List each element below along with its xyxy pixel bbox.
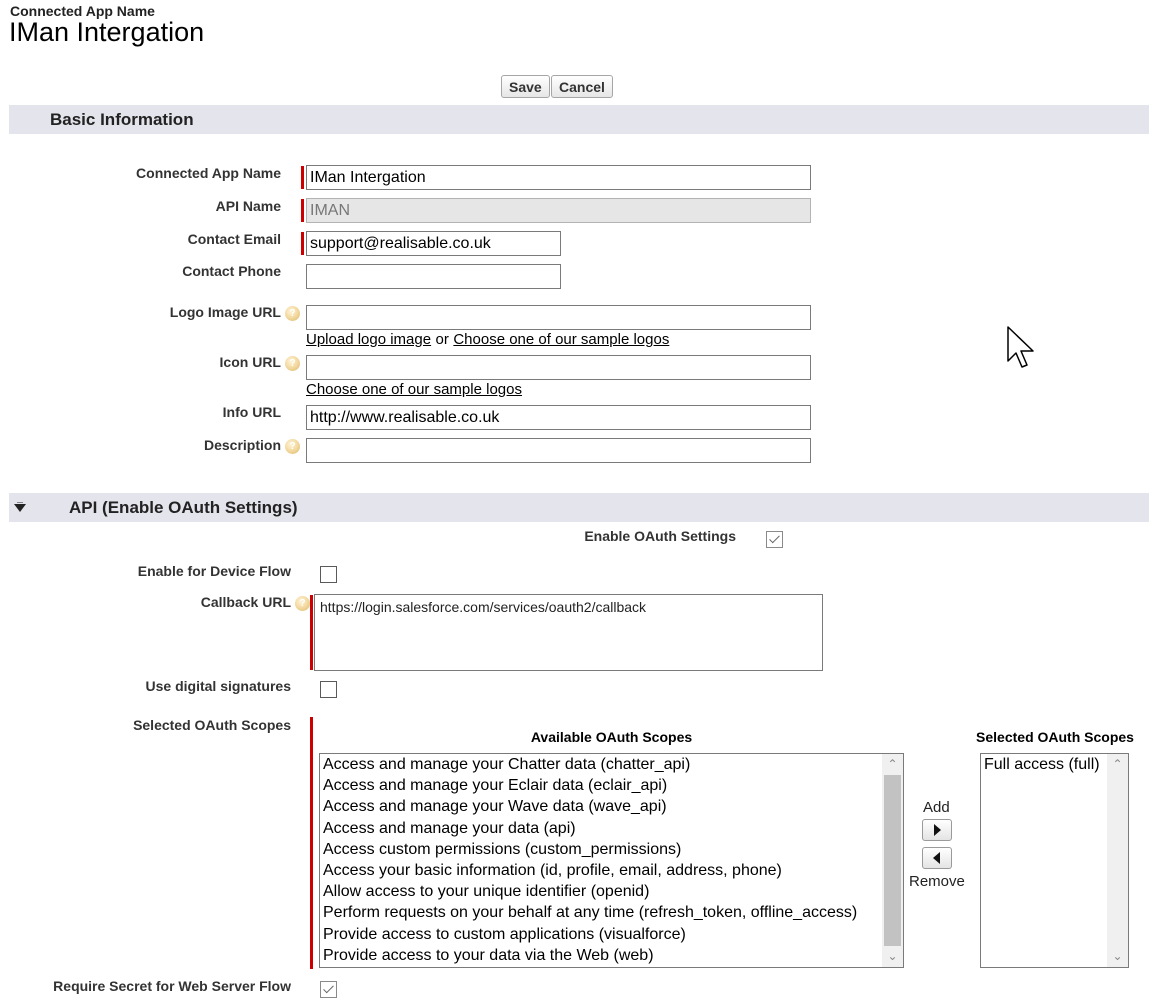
enable-oauth-checkbox[interactable] [766, 531, 783, 548]
api-section-title: API (Enable OAuth Settings) [69, 498, 298, 517]
list-item[interactable]: Access and manage your Eclair data (eclair_api) [323, 777, 668, 795]
selected-scopes-scrollbar[interactable] [1107, 754, 1128, 967]
help-icon[interactable]: ? [285, 306, 300, 321]
list-item[interactable]: Perform requests on your behalf at any time (refresh_token, offline_access) [323, 904, 858, 922]
selected-scopes-listbox[interactable] [980, 753, 1129, 968]
icon-sample-logos-link[interactable]: Choose one of our sample logos [306, 381, 522, 398]
contact-phone-input[interactable] [306, 264, 561, 289]
page-title: IMan Intergation [9, 17, 205, 47]
save-button[interactable]: Save [501, 75, 550, 98]
list-item[interactable]: Access custom permissions (custom_permissions) [323, 840, 682, 858]
require-secret-checkbox[interactable] [320, 981, 337, 998]
cancel-button[interactable]: Cancel [551, 75, 613, 98]
list-item[interactable]: Access and manage your data (api) [323, 819, 576, 837]
icon-url-label: Icon URL [219, 354, 281, 370]
help-icon[interactable]: ? [285, 356, 300, 371]
required-indicator [301, 232, 304, 255]
remove-scope-button[interactable] [922, 847, 952, 869]
api-name-input[interactable] [306, 198, 811, 223]
available-scopes-list [320, 754, 903, 966]
help-icon[interactable]: ? [295, 596, 310, 611]
device-flow-label: Enable for Device Flow [137, 563, 291, 579]
logo-image-url-input[interactable] [306, 305, 811, 330]
list-item[interactable]: Full access (full) [984, 756, 1100, 773]
digital-signatures-label: Use digital signatures [145, 678, 291, 694]
description-input[interactable] [306, 438, 811, 463]
info-url-input[interactable] [306, 405, 811, 430]
add-scope-button[interactable] [922, 819, 952, 841]
logo-image-url-label: Logo Image URL [169, 304, 281, 320]
callback-url-textarea[interactable]: https://login.salesforce.com/services/oauth2/callback [314, 594, 823, 671]
available-scopes-title: Available OAuth Scopes [530, 729, 693, 745]
required-indicator [301, 166, 304, 189]
description-label: Description [203, 437, 281, 453]
connected-app-name-label: Connected App Name [136, 165, 281, 181]
api-section-header[interactable] [9, 493, 1149, 522]
scroll-down-arrow-icon[interactable]: ⌄ [887, 949, 898, 963]
require-secret-label: Require Secret for Web Server Flow [53, 978, 291, 994]
list-item[interactable]: Access and manage your Chatter data (chatter_api) [323, 756, 691, 773]
available-scopes-scrollbar[interactable] [882, 754, 903, 967]
contact-email-label: Contact Email [187, 231, 281, 247]
or-text: or [435, 331, 449, 348]
callback-url-label: Callback URL [200, 594, 291, 610]
device-flow-checkbox[interactable] [320, 566, 337, 583]
digital-signatures-checkbox[interactable] [320, 681, 337, 698]
available-scopes-listbox[interactable] [319, 753, 904, 968]
required-indicator [310, 717, 313, 969]
required-indicator [301, 199, 304, 222]
list-item[interactable]: Allow access to your unique identifier (openid) [323, 883, 650, 901]
list-item[interactable]: Provide access to your data via the Web (web) [323, 946, 654, 964]
connected-app-name-input[interactable] [306, 165, 811, 190]
basic-info-section-header [9, 105, 1149, 134]
mouse-cursor-icon [1006, 325, 1036, 370]
remove-label: Remove [909, 873, 965, 890]
collapse-triangle-icon[interactable] [14, 502, 26, 513]
scrollbar-thumb[interactable] [884, 775, 901, 946]
basic-info-section-title: Basic Information [50, 110, 194, 129]
upload-logo-link[interactable]: Upload logo image [306, 331, 432, 348]
info-url-label: Info URL [222, 404, 281, 420]
app-type-label: Connected App Name [10, 3, 155, 19]
scroll-down-arrow-icon[interactable]: ⌄ [1112, 949, 1123, 963]
sample-logos-link[interactable]: Choose one of our sample logos [453, 331, 670, 348]
enable-oauth-label: Enable OAuth Settings [584, 528, 736, 544]
contact-phone-label: Contact Phone [182, 263, 281, 279]
arrow-right-icon [932, 824, 942, 836]
list-item[interactable]: Access and manage your Wave data (wave_api) [323, 798, 667, 816]
selected-scopes-title: Selected OAuth Scopes [976, 729, 1134, 745]
arrow-left-icon [932, 852, 942, 864]
oauth-scopes-label: Selected OAuth Scopes [133, 717, 291, 733]
list-item[interactable]: Access your basic information (id, profile, email, address, phone) [323, 862, 782, 880]
logo-links [306, 331, 669, 349]
add-label: Add [923, 799, 950, 816]
list-item[interactable]: Provide access to custom applications (visualforce) [323, 925, 686, 943]
icon-url-input[interactable] [306, 355, 811, 380]
help-icon[interactable]: ? [285, 439, 300, 454]
contact-email-input[interactable] [306, 231, 561, 256]
required-indicator [310, 595, 313, 670]
scroll-up-arrow-icon[interactable]: ⌃ [887, 757, 898, 771]
api-name-label: API Name [215, 198, 281, 214]
scroll-up-arrow-icon[interactable]: ⌃ [1112, 757, 1123, 771]
